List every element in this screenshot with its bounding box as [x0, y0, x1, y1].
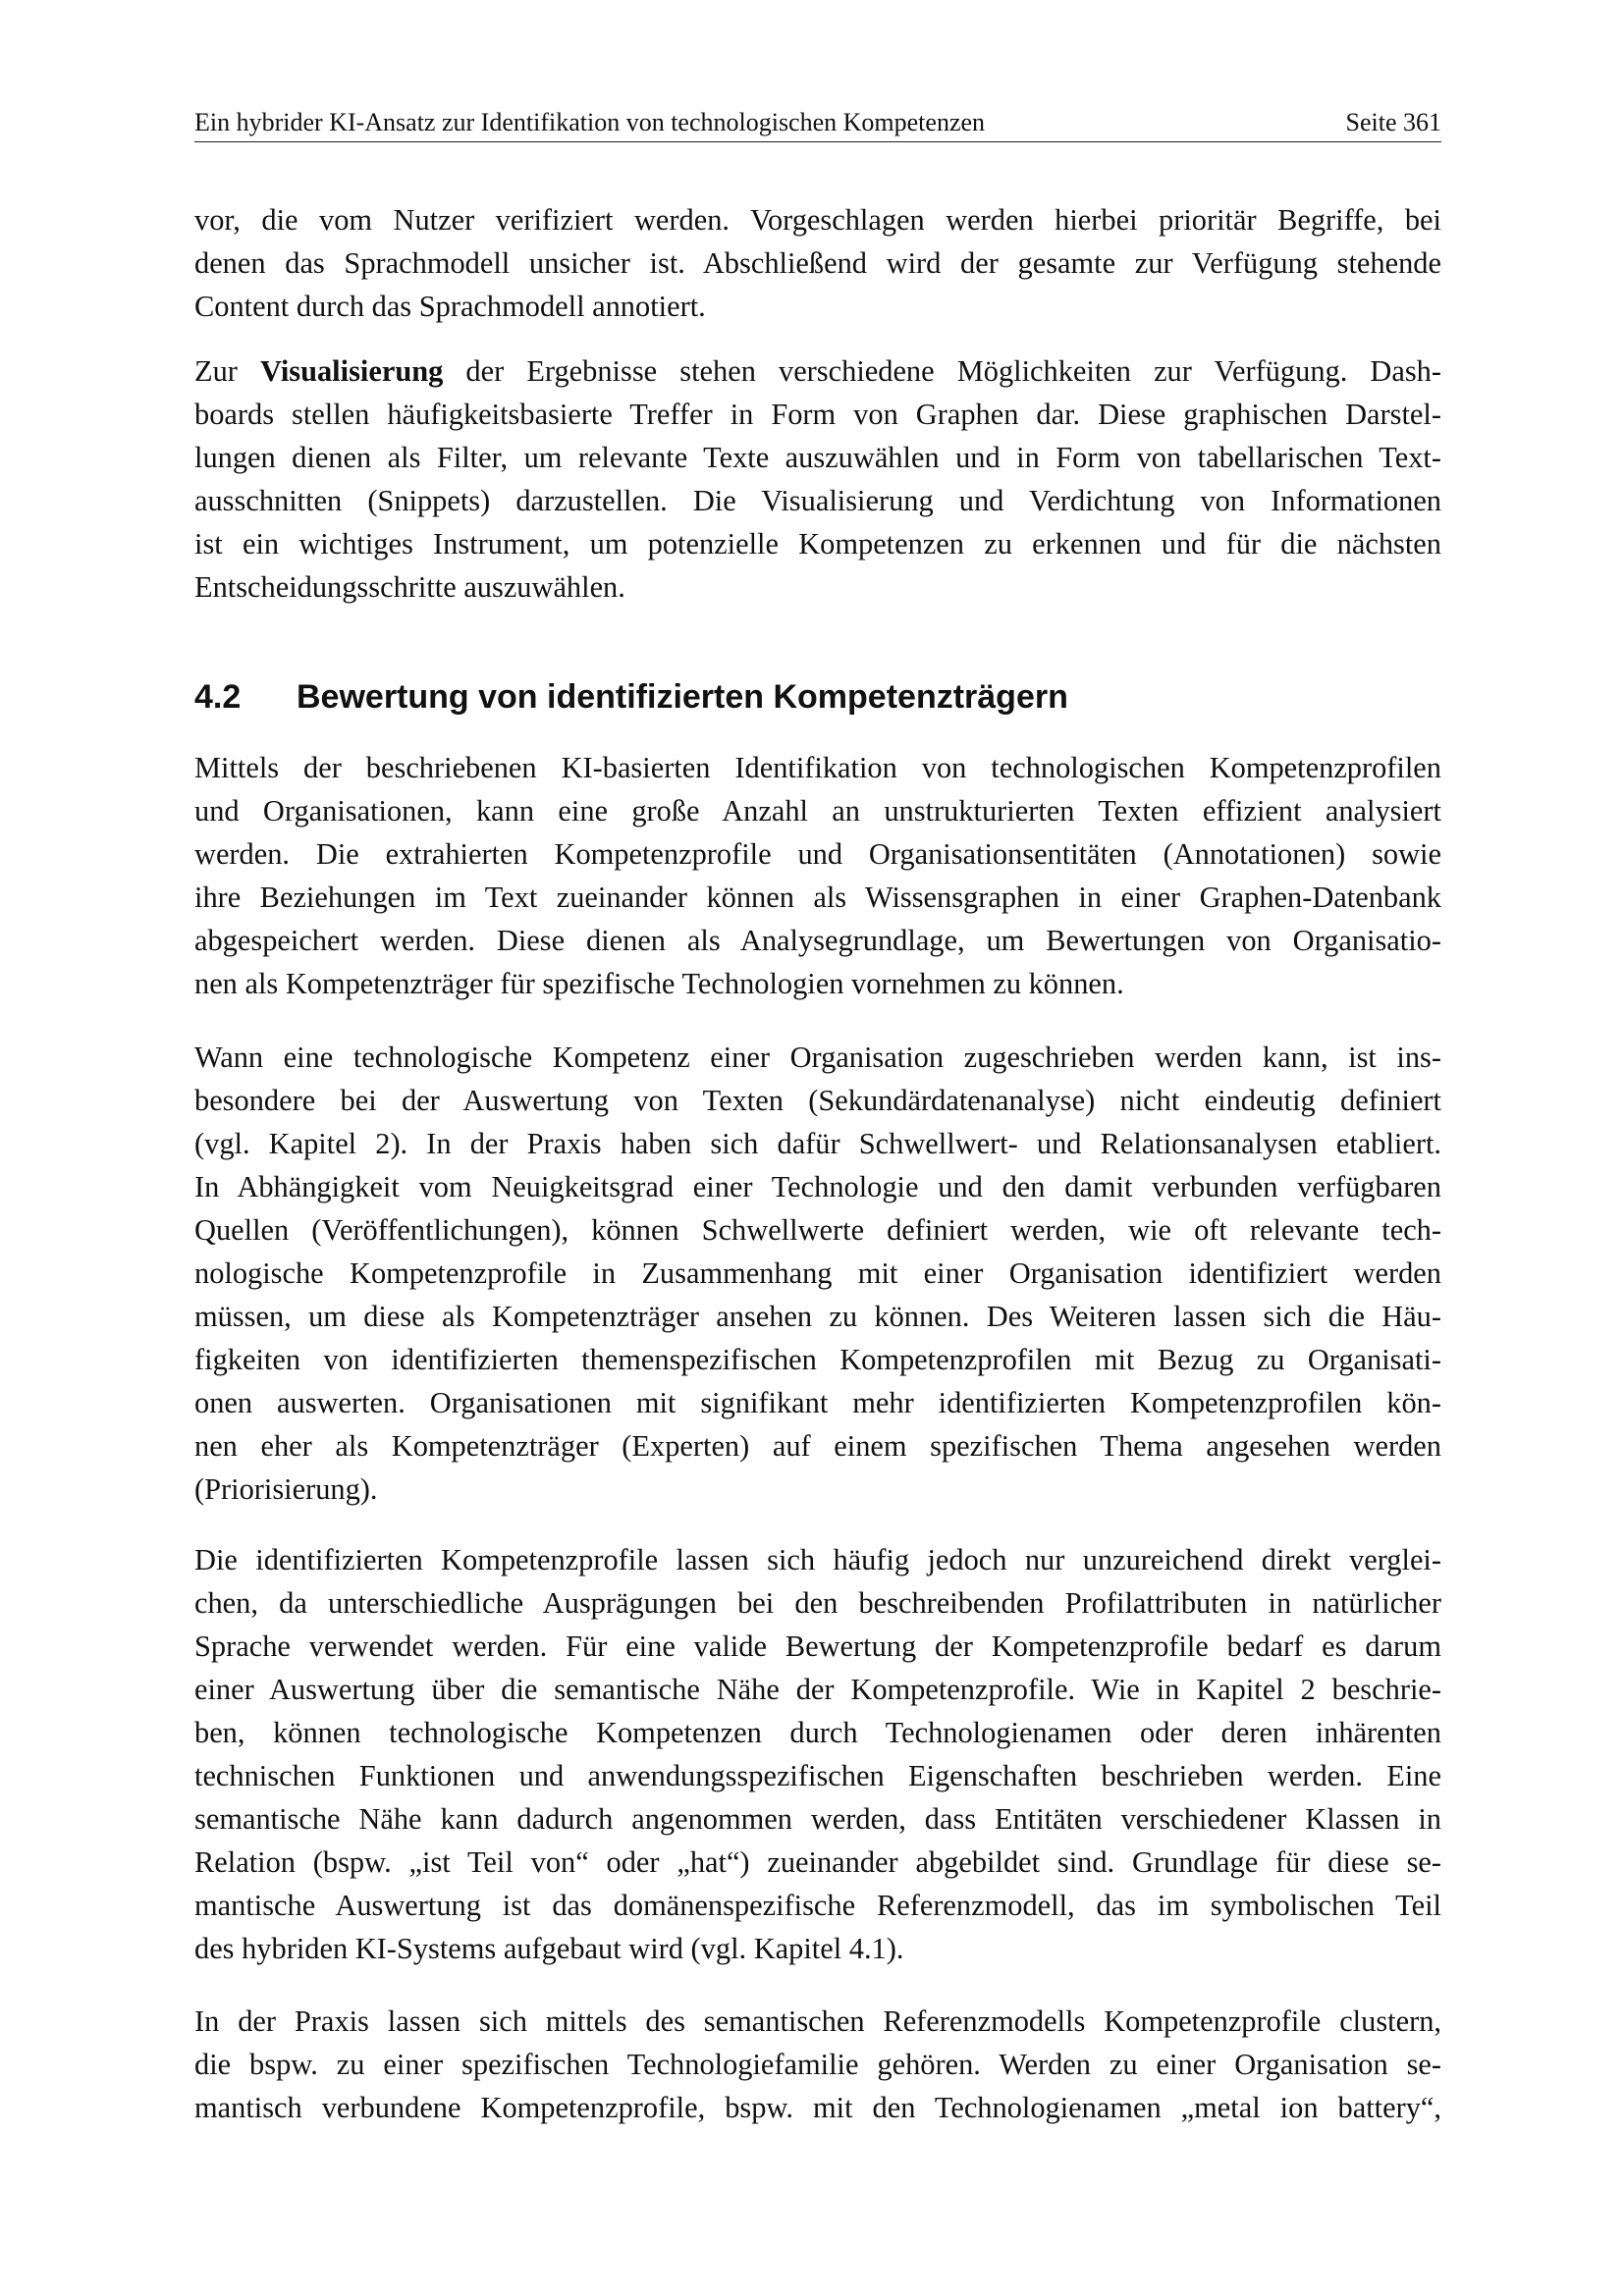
paragraph-line: ben, können technologische Kompetenzen durch Technologienamen oder deren inhärenten: [194, 1716, 1441, 1749]
paragraph-line: mantisch verbundene Kompetenzprofile, bspw. mit den Technologienamen „metal ion battery“,: [194, 2091, 1441, 2124]
paragraph-line: (Priorisierung).: [194, 1472, 378, 1506]
paragraph-line: In der Praxis lassen sich mittels des semantischen Referenzmodells Kompetenzprofile clustern,: [194, 2004, 1441, 2038]
paragraph-line: ausschnitten (Snippets) darzustellen. Die Visualisierung und Verdichtung von Informationen: [194, 484, 1441, 517]
section-heading: [194, 677, 1441, 717]
paragraph-line: abgespeichert werden. Diese dienen als Analysegrundlage, um Bewertungen von Organisatio-: [194, 924, 1441, 957]
paragraph-line: ihre Beziehungen im Text zueinander können als Wissensgraphen in einer Graphen-Datenbank: [194, 881, 1441, 914]
paragraph-line: nen als Kompetenzträger für spezifische Technologien vornehmen zu können.: [194, 967, 1124, 1000]
paragraph-5: [194, 1538, 1441, 1970]
paragraph-line: werden. Die extrahierten Kompetenzprofile und Organisationsentitäten (Annotationen) sowie: [194, 837, 1441, 871]
paragraph-3: [194, 746, 1441, 1005]
paragraph-line: nologische Kompetenzprofile in Zusammenhang mit einer Organisation identifiziert werden: [194, 1256, 1441, 1290]
paragraph-line: semantische Nähe kann dadurch angenommen werden, dass Entitäten verschiedener Klassen in: [194, 1802, 1441, 1836]
paragraph-line: lungen dienen als Filter, um relevante Texte auszuwählen und in Form von tabellarischen Text-: [194, 441, 1441, 474]
paragraph-line: Content durch das Sprachmodell annotiert.: [194, 290, 706, 323]
paragraph-line: Wann eine technologische Kompetenz einer Organisation zugeschrieben werden kann, ist ins-: [194, 1041, 1441, 1074]
paragraph-line: figkeiten von identifizierten themenspezifischen Kompetenzprofilen mit Bezug zu Organisati-: [194, 1343, 1441, 1376]
paragraph-line: onen auswerten. Organisationen mit signifikant mehr identifizierten Kompetenzprofilen kön-: [194, 1386, 1441, 1419]
paragraph-line: Sprache verwendet werden. Für eine valide Bewertung der Kompetenzprofile bedarf es darum: [194, 1629, 1441, 1663]
paragraph-line: besondere bei der Auswertung von Texten (Sekundärdatenanalyse) nicht eindeutig definiert: [194, 1084, 1441, 1117]
section-number: 4.2: [194, 678, 242, 716]
paragraph-1: [194, 198, 1441, 328]
paragraph-line: [194, 349, 1441, 393]
paragraph-line: vor, die vom Nutzer verifiziert werden. Vorgeschlagen werden hierbei prioritär Begriffe, bei: [194, 203, 1441, 237]
paragraph-2: [194, 349, 1441, 609]
paragraph-line: mantische Auswertung ist das domänenspezifische Referenzmodell, das im symbolischen Teil: [194, 1889, 1441, 1922]
paragraph-line: Mittels der beschriebenen KI-basierten Identifikation von technologischen Kompetenzprofilen: [194, 751, 1441, 784]
paragraph-line: die bspw. zu einer spezifischen Technologiefamilie gehören. Werden zu einer Organisation se-: [194, 2048, 1441, 2081]
paragraph-line: Die identifizierten Kompetenzprofile lassen sich häufig jedoch nur unzureichend direkt verglei-: [194, 1543, 1441, 1576]
paragraph-6: [194, 2000, 1441, 2129]
section-title: Bewertung von identifizierten Kompetenzträgern: [297, 678, 1068, 716]
paragraph-line: ist ein wichtiges Instrument, um potenzielle Kompetenzen zu erkennen und für die nächsten: [194, 527, 1441, 561]
paragraph-line: und Organisationen, kann eine große Anzahl an unstrukturierten Texten effizient analysiert: [194, 794, 1441, 828]
paragraph-line: denen das Sprachmodell unsicher ist. Abschließend wird der gesamte zur Verfügung stehende: [194, 246, 1441, 280]
paragraph-line: technischen Funktionen und anwendungsspezifischen Eigenschaften beschrieben werden. Eine: [194, 1759, 1441, 1792]
paragraph-line: Relation (bspw. „ist Teil von“ oder „hat“) zueinander abgebildet sind. Grundlage für diese se-: [194, 1845, 1441, 1879]
paragraph-line: nen eher als Kompetenzträger (Experten) auf einem spezifischen Thema angesehen werden: [194, 1429, 1441, 1463]
running-header: [194, 108, 1441, 142]
paragraph-line-rest: der Ergebnisse stehen verschiedene Möglichkeiten zur Verfügung. Dash-: [443, 354, 1442, 388]
paragraph-line: müssen, um diese als Kompetenzträger ansehen zu können. Des Weiteren lassen sich die Häu-: [194, 1300, 1441, 1333]
paragraph-line: des hybriden KI-Systems aufgebaut wird (vgl. Kapitel 4.1).: [194, 1932, 904, 1965]
paragraph-line: einer Auswertung über die semantische Nähe der Kompetenzprofile. Wie in Kapitel 2 beschrie-: [194, 1673, 1441, 1706]
paragraph-4: [194, 1036, 1441, 1511]
running-header-title: Ein hybrider KI-Ansatz zur Identifikation von technologischen Kompetenzen: [194, 108, 986, 136]
paragraph-line: boards stellen häufigkeitsbasierte Treffer in Form von Graphen dar. Diese graphischen Darstel-: [194, 398, 1441, 431]
paragraph-line: Quellen (Veröffentlichungen), können Schwellwerte definiert werden, wie oft relevante tech-: [194, 1213, 1441, 1247]
paragraph-line-prefix: Zur: [194, 354, 260, 388]
paragraph-line: Entscheidungsschritte auszuwählen.: [194, 570, 625, 604]
paragraph-line: chen, da unterschiedliche Ausprägungen bei den beschreibenden Profilattributen in natürlicher: [194, 1586, 1441, 1620]
page-number: Seite 361: [1345, 108, 1441, 136]
emphasis-visualisierung: Visualisierung: [260, 354, 444, 388]
paragraph-line: (vgl. Kapitel 2). In der Praxis haben sich dafür Schwellwert- und Relationsanalysen etabliert.: [194, 1127, 1441, 1160]
paragraph-line: In Abhängigkeit vom Neuigkeitsgrad einer Technologie und den damit verbunden verfügbaren: [194, 1170, 1441, 1203]
